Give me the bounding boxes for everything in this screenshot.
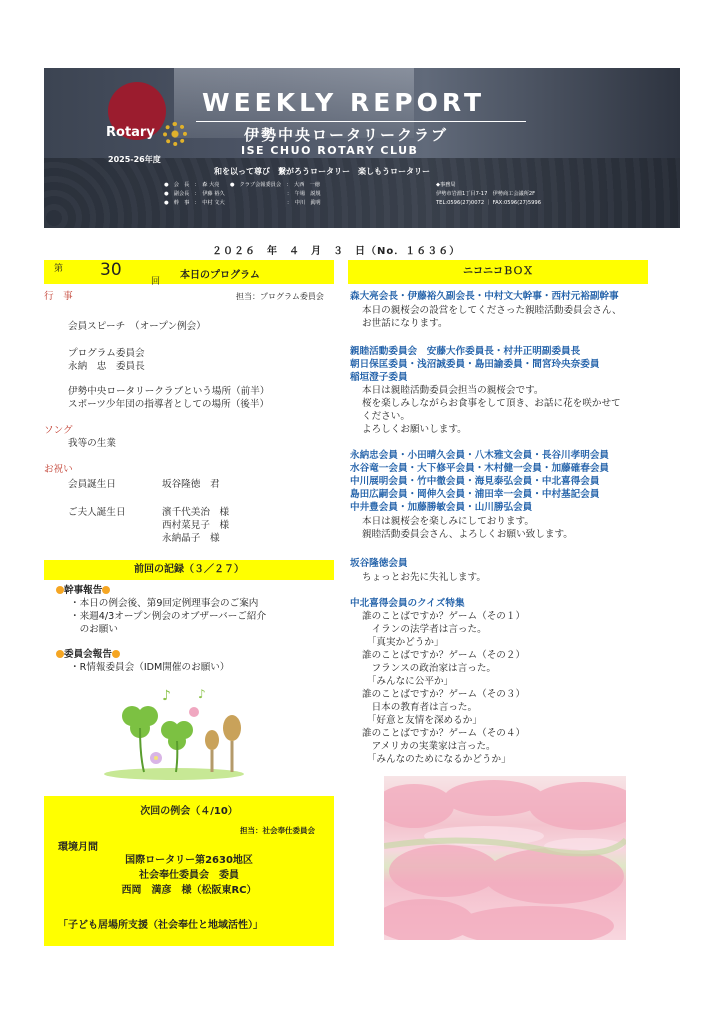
message-line: ください。 <box>362 411 410 422</box>
gyoji-label: 行 事 <box>44 291 73 302</box>
svg-text:♪: ♪ <box>198 687 206 701</box>
program-title: 本日のプログラム <box>180 270 260 281</box>
message-line: お世話になります。 <box>362 318 448 329</box>
quiz-line: イランの法学者は言った。 <box>362 624 487 635</box>
next-meeting-box <box>44 796 334 946</box>
officers-list <box>164 181 321 208</box>
header-banner <box>44 68 680 228</box>
donor-names: 永納忠会員・小田晴久会員・八木雅文会員・長谷川孝明会員 <box>350 450 610 461</box>
spouse-name: 永納晶子 様 <box>162 533 220 544</box>
song-name: 我等の生業 <box>68 438 116 449</box>
rotary-year: 2025-26年度 <box>108 155 161 164</box>
officer-line: ● 会 長 ： 森 大亮 ● クラブ会報委員会 ： 大西 一徳 <box>164 182 320 188</box>
meeting-number: 30 <box>100 260 122 280</box>
office-info <box>436 181 541 208</box>
message-line: 本日の親桜会の設営をしてくださった親睦活動委員会さん、 <box>362 305 622 316</box>
donor-names: 水谷竜一会員・大下修平会員・木村健一会員・加藤確春会員 <box>350 463 610 474</box>
quiz-line: フランスの政治家は言った。 <box>362 663 497 674</box>
niconico-title: ニコニコＢＯＸ <box>348 260 648 284</box>
spouse-label: ご夫人誕生日 <box>68 507 126 518</box>
quiz-line: 「みんなに公平か」 <box>362 676 454 687</box>
quiz-line: アメリカの実業家は言った。 <box>362 741 496 752</box>
spring-clover-illustration <box>104 686 260 782</box>
program-line: スポーツ少年団の指導者としての場所（後半） <box>68 399 270 410</box>
message-line: よろしくお願いします。 <box>362 424 467 435</box>
quiz-line: 誰のことばですか？ゲーム（その１） <box>362 611 526 622</box>
donor-names: 中川展明会員・竹中徹会員・海見泰弘会員・中北喜得会員 <box>350 476 600 487</box>
rotary-wheel-icon <box>163 122 187 146</box>
officer-line: ● 副会長 ： 伊藤 裕久 ： 午場 説規 <box>164 191 321 197</box>
rotary-wordmark: Rotary <box>106 125 155 140</box>
report-title: WEEKLY REPORT <box>202 88 486 117</box>
quiz-line: 誰のことばですか？ゲーム（その３） <box>362 689 526 700</box>
donor-names: 稲垣澄子委員 <box>350 372 408 383</box>
bullet-icon <box>112 650 120 658</box>
message-line: 親睦活動委員会さん、よろしくお願い致します。 <box>362 529 573 540</box>
committee-report-label: 委員会報告 <box>64 649 112 660</box>
donor-names: 森大亮会長・伊藤裕久副会長・中村文大幹事・西村元裕副幹事 <box>350 291 619 302</box>
club-slogan: 和を以って尊び 繋がろうロータリー 楽しもうロータリー <box>214 167 430 176</box>
birthday-label: 会員誕生日 <box>68 479 116 490</box>
donor-names: 島田広嗣会員・岡伸久会員・浦田幸一会員・中村基記会員 <box>350 489 600 500</box>
quiz-line: 日本の教育者は言った。 <box>362 702 478 713</box>
kanji-report-item: ・来週4/3オープン例会のオブザーバーご紹介 <box>70 611 267 622</box>
song-label: ソング <box>44 425 73 436</box>
club-name-jp: 伊勢中央ロータリークラブ <box>244 126 449 144</box>
donor-names: 坂谷隆徳会員 <box>350 558 408 569</box>
quiz-line: 誰のことばですか？ゲーム（その４） <box>362 728 526 739</box>
office-address: 伊勢市岩淵1丁目7-17 伊勢商工会議所2F <box>436 191 536 197</box>
kanji-report-item: のお願い <box>70 624 118 635</box>
club-name-en: ISE CHUO ROTARY CLUB <box>241 144 419 157</box>
speaker-line: 国際ロータリー第2630地区 <box>125 855 253 866</box>
donor-names: 親睦活動委員会 安藤大作委員長・村井正明副委員長 <box>350 346 581 357</box>
next-meeting-speaker <box>44 853 334 898</box>
committee-report-heading <box>56 648 120 661</box>
next-meeting-month: 環境月間 <box>58 842 98 853</box>
message-line: 桜を楽しみしながらお食事をして頂き、お話に花を咲かせて <box>362 398 621 409</box>
cherry-blossom-trees <box>384 776 626 940</box>
quiz-line: 「真実かどうか」 <box>362 637 444 648</box>
program-header <box>44 260 334 287</box>
donor-names: 朝日保匡委員・浅沼誠委員・島田諭委員・間宮玲央奈委員 <box>350 359 600 370</box>
bullet-icon <box>56 586 64 594</box>
message-line: 本日は親睦活動委員会担当の親桜会です。 <box>362 385 544 396</box>
kanji-report-item: ・本日の例会後、第9回定例理事会のご案内 <box>70 598 259 609</box>
svg-text:♪: ♪ <box>162 688 171 704</box>
quiz-heading: 中北喜得会員のクイズ特集 <box>350 598 465 609</box>
speaker-line: 西岡 満彦 様（松阪東RC） <box>121 885 257 896</box>
office-label: ◆事務局 <box>436 182 456 188</box>
quiz-line: 「好意と友情を深めるか」 <box>362 715 482 726</box>
next-meeting-topic: 「子ども居場所支援（社会奉仕と地域活性）」 <box>58 920 263 931</box>
program-line: 会員スピーチ （オープン例会） <box>68 321 206 332</box>
bullet-icon <box>102 586 110 594</box>
celebration-label: お祝い <box>44 464 73 475</box>
spouse-name: 西村菜見子 様 <box>162 520 230 531</box>
office-phone: TEL:0596(27)0072 ｜ FAX:0596(27)5996 <box>436 200 542 206</box>
next-meeting-in-charge: 担当：社会奉仕委員会 <box>240 826 315 835</box>
program-line: 永納 忠 委員長 <box>68 361 145 372</box>
program-in-charge: 担当：プログラム委員会 <box>236 292 324 301</box>
officer-line: ● 幹 事 ： 中村 文大 ： 中川 眞明 <box>164 200 321 206</box>
bullet-icon <box>56 650 64 658</box>
kanji-report-label: 幹事報告 <box>64 585 103 596</box>
meeting-number-prefix: 第 <box>54 264 64 274</box>
donor-names: 中井豊会員・加藤勝敏会員・山川勝弘会員 <box>350 502 533 513</box>
cherry-blossom-painting <box>384 776 626 940</box>
message-line: 本日は親桜会を楽しみにしております。 <box>362 516 534 527</box>
program-line: プログラム委員会 <box>68 348 145 359</box>
message-line: ちょっとお先に失礼します。 <box>362 572 486 583</box>
program-line: 伊勢中央ロータリークラブという場所（前半） <box>68 386 270 397</box>
speaker-line: 社会奉仕委員会 委員 <box>139 870 239 881</box>
next-meeting-title: 次回の例会（４/10） <box>140 806 238 817</box>
committee-report-item: ・R情報委員会（IDM開催のお願い） <box>70 662 230 673</box>
previous-record-title: 前回の記録（３／２７） <box>44 560 334 580</box>
spouse-name: 濱千代美治 様 <box>162 507 230 518</box>
quiz-line: 誰のことばですか？ゲーム（その２） <box>362 650 526 661</box>
meeting-number-suffix: 回 <box>151 277 161 287</box>
kanji-report-heading <box>56 584 110 597</box>
issue-date: ２０２６ 年 ４ 月 ３ 日（No．１６３６） <box>212 246 461 257</box>
title-divider <box>196 121 526 122</box>
birthday-name: 坂谷隆徳 君 <box>162 479 220 490</box>
quiz-line: 「みんなのためになるかどうか」 <box>362 754 511 765</box>
